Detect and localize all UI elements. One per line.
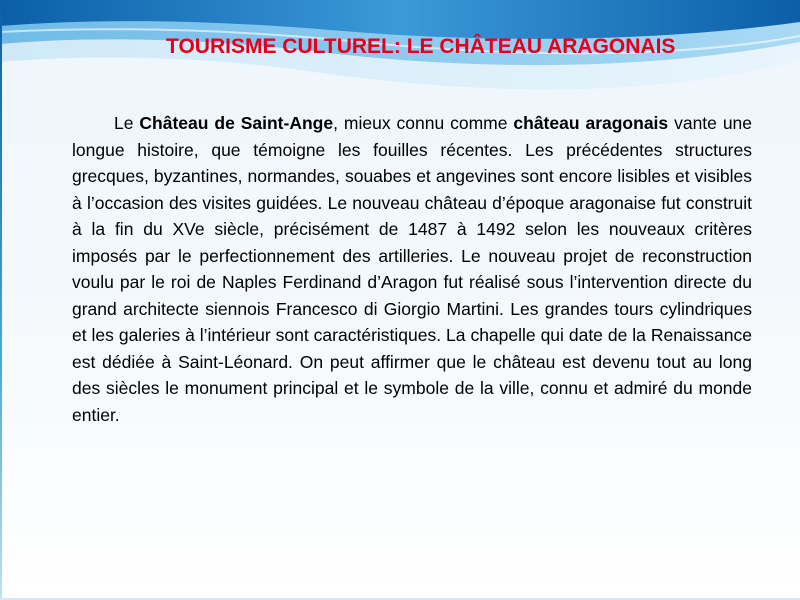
paragraph-rest: vante une longue histoire, que témoigne les fouilles récentes. Les précédentes structures grecques, byzantines, normandes, souabes et angevines sont encore lisibles et visibles à l’occasion des visites guidées. Le nouveau château d’époque aragonaise fut construit à la fin du XVe siècle, précisément de 1487 à 1492 selon les nouveaux critères imposés par le perfectionnement des artilleries. Le nouveau projet de reconstruction voulu par le roi de Naples Ferdinand d’Aragon fut réalisé sous l’intervention directe du grand architecte siennois Francesco di Giorgio Martini. Les grandes tours cylindriques et les galeries à l’intérieur sont caractéristiques. La chapelle qui date de la Renaissance est dédiée à Saint-Léonard. On peut affirmer que le château est devenu tout au long des siècles le monument principal et le symbole de la ville, connu et admiré du monde entier. bbox=[72, 113, 753, 425]
chateau-alias: château aragonais bbox=[513, 113, 669, 133]
chateau-name: Château de Saint-Ange bbox=[139, 113, 334, 133]
left-edge-accent bbox=[0, 0, 2, 600]
body-paragraph bbox=[72, 110, 752, 428]
paragraph-intro: Le bbox=[114, 113, 140, 133]
paragraph-mid: , mieux connu comme bbox=[333, 113, 514, 133]
slide-title: TOURISME CULTUREL: LE CHÂTEAU ARAGONAIS bbox=[166, 35, 676, 58]
